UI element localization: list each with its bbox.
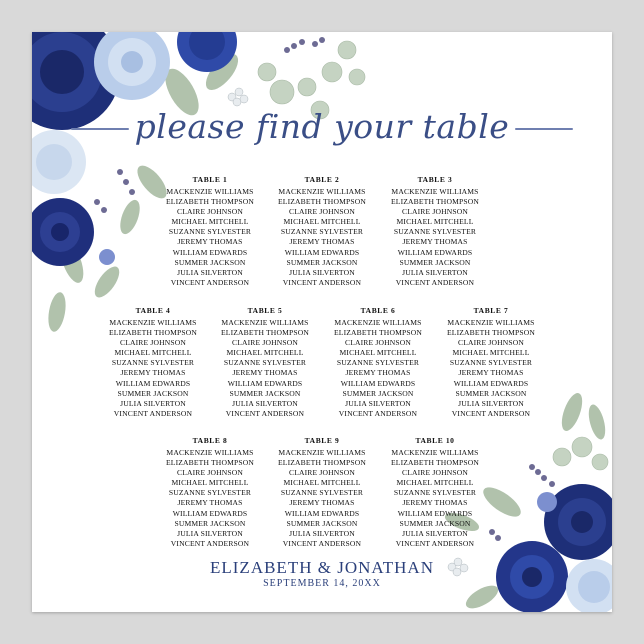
guest-name: VINCENT ANDERSON <box>282 538 362 548</box>
guest-name: MICHAEL MITCHELL <box>171 478 249 488</box>
guest-name: JEREMY THOMAS <box>177 498 243 508</box>
guest-name: CLAIRE JOHNSON <box>176 468 244 478</box>
headline <box>32 107 612 146</box>
guest-name: ELIZABETH THOMPSON <box>221 328 309 338</box>
guest-name: VINCENT ANDERSON <box>395 538 475 548</box>
headline-swash-left <box>71 128 129 130</box>
guest-name: WILLIAM EDWARDS <box>397 508 473 518</box>
guest-name: MACKENZIE WILLIAMS <box>334 318 422 327</box>
guest-name: MACKENZIE WILLIAMS <box>278 448 366 457</box>
table-block <box>155 175 265 288</box>
guest-name: JULIA SILVERTON <box>402 267 468 277</box>
guest-name: ELIZABETH THOMPSON <box>391 197 479 207</box>
guest-name: WILLIAM EDWARDS <box>172 247 248 257</box>
guest-name: JULIA SILVERTON <box>458 398 524 408</box>
event-date: SEPTEMBER 14, 20XX <box>263 578 381 589</box>
guest-name: JULIA SILVERTON <box>289 528 355 538</box>
guest-name: JULIA SILVERTON <box>177 267 243 277</box>
guest-name: MACKENZIE WILLIAMS <box>166 448 254 457</box>
guest-name: WILLIAM EDWARDS <box>340 378 416 388</box>
guest-name: WILLIAM EDWARDS <box>172 508 248 518</box>
guest-name: VINCENT ANDERSON <box>170 538 250 548</box>
guest-name: MACKENZIE WILLIAMS <box>166 187 254 196</box>
guest-name: SUMMER JACKSON <box>286 518 358 528</box>
guest-name: SUMMER JACKSON <box>117 388 189 398</box>
guest-name: VINCENT ANDERSON <box>282 277 362 287</box>
guest-name: SUMMER JACKSON <box>174 257 246 267</box>
guest-name: SUZANNE SYLVESTER <box>111 358 195 368</box>
guest-name: WILLIAM EDWARDS <box>397 247 473 257</box>
table-title: TABLE 7 <box>473 306 509 315</box>
table-title: TABLE 3 <box>417 175 453 184</box>
guest-name: ELIZABETH THOMPSON <box>278 197 366 207</box>
guest-name: JULIA SILVERTON <box>402 528 468 538</box>
guest-name: ELIZABETH THOMPSON <box>278 458 366 468</box>
guest-name: MICHAEL MITCHELL <box>171 217 249 227</box>
guest-name: SUZANNE SYLVESTER <box>393 227 477 237</box>
guest-name: WILLIAM EDWARDS <box>284 247 360 257</box>
guest-name: ELIZABETH THOMPSON <box>166 197 254 207</box>
guest-name: MICHAEL MITCHELL <box>283 478 361 488</box>
guest-name: WILLIAM EDWARDS <box>227 378 303 388</box>
guest-name: JEREMY THOMAS <box>120 368 186 378</box>
guest-name: CLAIRE JOHNSON <box>176 207 244 217</box>
guest-name: JULIA SILVERTON <box>232 398 298 408</box>
guest-name: MICHAEL MITCHELL <box>452 348 530 358</box>
table-block <box>98 306 208 419</box>
couple-names: ELIZABETH & JONATHAN <box>210 558 434 577</box>
guest-name: SUZANNE SYLVESTER <box>280 227 364 237</box>
guest-name: JULIA SILVERTON <box>345 398 411 408</box>
table-block <box>155 436 265 549</box>
guest-name: MICHAEL MITCHELL <box>339 348 417 358</box>
guest-name: SUZANNE SYLVESTER <box>280 488 364 498</box>
guest-name: SUZANNE SYLVESTER <box>168 488 252 498</box>
headline-text: please find your table <box>134 107 510 146</box>
table-title: TABLE 10 <box>415 436 455 445</box>
guest-name: SUMMER JACKSON <box>342 388 414 398</box>
table-title: TABLE 8 <box>192 436 228 445</box>
table-title: TABLE 1 <box>192 175 228 184</box>
guest-name: MACKENZIE WILLIAMS <box>278 187 366 196</box>
guest-name: JEREMY THOMAS <box>177 237 243 247</box>
guest-name: JEREMY THOMAS <box>289 498 355 508</box>
guest-name: CLAIRE JOHNSON <box>288 468 356 478</box>
guest-name: ELIZABETH THOMPSON <box>391 458 479 468</box>
guest-name: CLAIRE JOHNSON <box>119 338 187 348</box>
guest-name: WILLIAM EDWARDS <box>115 378 191 388</box>
guest-name: JULIA SILVERTON <box>177 528 243 538</box>
guest-name: VINCENT ANDERSON <box>338 408 418 418</box>
guest-name: JEREMY THOMAS <box>289 237 355 247</box>
guest-name: SUMMER JACKSON <box>174 518 246 528</box>
guest-name: ELIZABETH THOMPSON <box>109 328 197 338</box>
guest-name: SUMMER JACKSON <box>455 388 527 398</box>
guest-name: VINCENT ANDERSON <box>170 277 250 287</box>
guest-name: JEREMY THOMAS <box>232 368 298 378</box>
guest-name: MACKENZIE WILLIAMS <box>447 318 535 327</box>
guest-name: SUZANNE SYLVESTER <box>393 488 477 498</box>
headline-swash-right <box>515 128 573 130</box>
guest-name: MICHAEL MITCHELL <box>114 348 192 358</box>
guest-name: SUZANNE SYLVESTER <box>449 358 533 368</box>
guest-name: JEREMY THOMAS <box>402 237 468 247</box>
guest-name: JULIA SILVERTON <box>289 267 355 277</box>
guest-name: JEREMY THOMAS <box>402 498 468 508</box>
guest-name: CLAIRE JOHNSON <box>288 207 356 217</box>
guest-name: CLAIRE JOHNSON <box>401 207 469 217</box>
guest-name: MICHAEL MITCHELL <box>396 478 474 488</box>
table-title: TABLE 2 <box>304 175 340 184</box>
guest-name: VINCENT ANDERSON <box>225 408 305 418</box>
guest-name: MICHAEL MITCHELL <box>226 348 304 358</box>
guest-name: SUMMER JACKSON <box>229 388 301 398</box>
guest-name: MACKENZIE WILLIAMS <box>391 187 479 196</box>
guest-name: CLAIRE JOHNSON <box>401 468 469 478</box>
guest-name: SUMMER JACKSON <box>286 257 358 267</box>
guest-name: MACKENZIE WILLIAMS <box>221 318 309 327</box>
table-block <box>210 306 320 419</box>
table-block <box>436 306 546 419</box>
guest-name: CLAIRE JOHNSON <box>457 338 525 348</box>
guest-name: VINCENT ANDERSON <box>113 408 193 418</box>
guest-name: JEREMY THOMAS <box>458 368 524 378</box>
guest-name: MICHAEL MITCHELL <box>396 217 474 227</box>
table-block <box>267 175 377 288</box>
guest-name: SUZANNE SYLVESTER <box>223 358 307 368</box>
guest-name: SUZANNE SYLVESTER <box>168 227 252 237</box>
guest-name: CLAIRE JOHNSON <box>231 338 299 348</box>
guest-name: SUMMER JACKSON <box>399 518 471 528</box>
table-title: TABLE 6 <box>360 306 396 315</box>
table-block <box>380 175 490 288</box>
guest-name: CLAIRE JOHNSON <box>344 338 412 348</box>
guest-name: ELIZABETH THOMPSON <box>447 328 535 338</box>
guest-name: WILLIAM EDWARDS <box>453 378 529 388</box>
table-block <box>323 306 433 419</box>
guest-name: MACKENZIE WILLIAMS <box>109 318 197 327</box>
guest-name: VINCENT ANDERSON <box>395 277 475 287</box>
guest-name: VINCENT ANDERSON <box>451 408 531 418</box>
seating-chart-poster <box>32 32 612 612</box>
guest-name: SUMMER JACKSON <box>399 257 471 267</box>
guest-name: JEREMY THOMAS <box>345 368 411 378</box>
guest-name: WILLIAM EDWARDS <box>284 508 360 518</box>
guest-name: ELIZABETH THOMPSON <box>166 458 254 468</box>
table-title: TABLE 9 <box>304 436 340 445</box>
table-block <box>267 436 377 549</box>
guest-name: ELIZABETH THOMPSON <box>334 328 422 338</box>
guest-name: JULIA SILVERTON <box>120 398 186 408</box>
table-block <box>380 436 490 549</box>
guest-name: SUZANNE SYLVESTER <box>336 358 420 368</box>
table-title: TABLE 5 <box>247 306 283 315</box>
table-title: TABLE 4 <box>135 306 171 315</box>
guest-name: MICHAEL MITCHELL <box>283 217 361 227</box>
guest-name: MACKENZIE WILLIAMS <box>391 448 479 457</box>
